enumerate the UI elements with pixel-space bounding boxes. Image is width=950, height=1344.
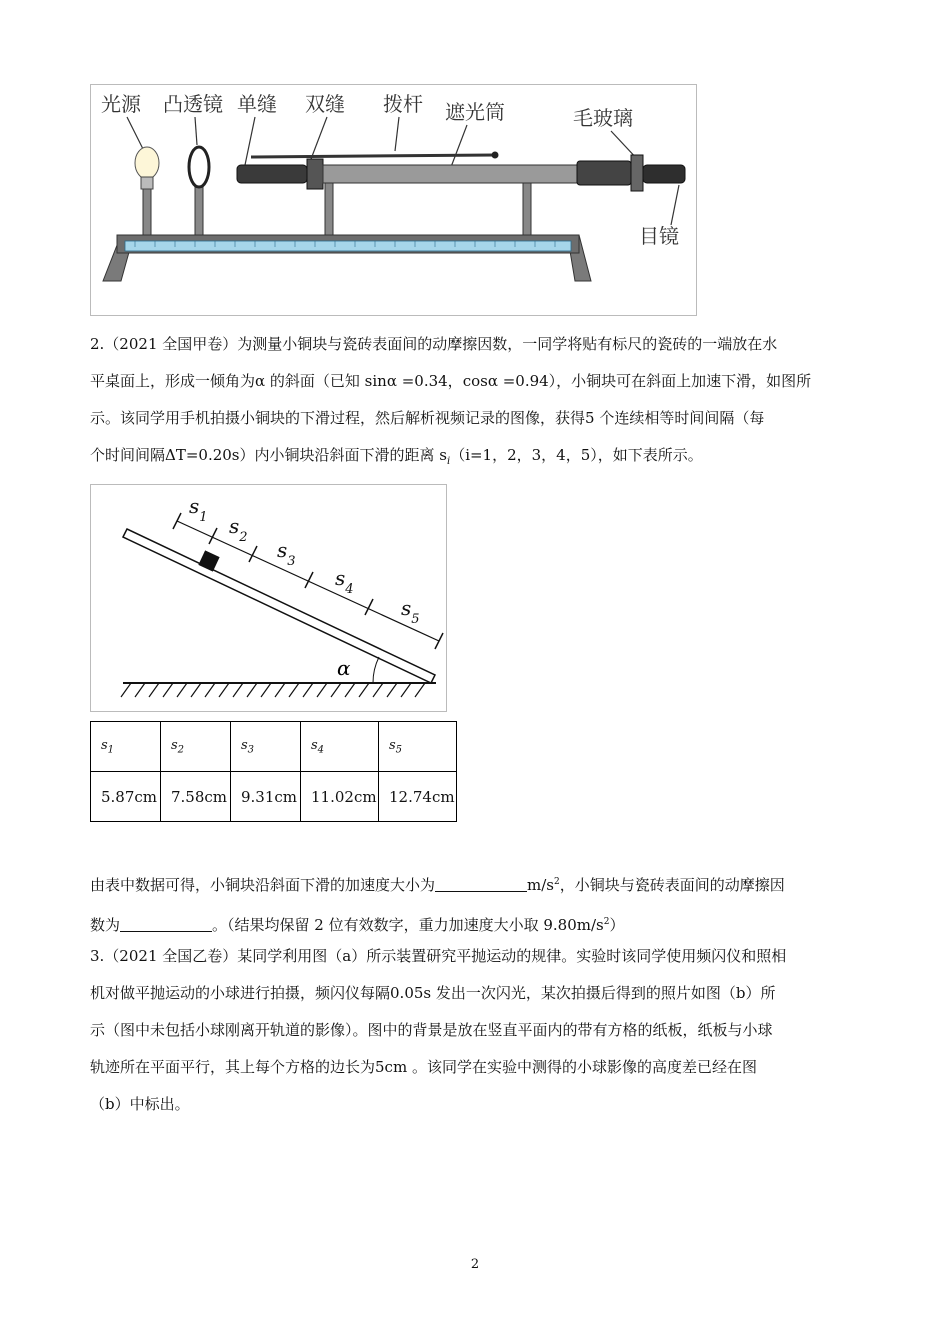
q2-line-1: 2.（2021 全国甲卷）为测量小铜块与瓷砖表面间的动摩擦因数，一同学将贴有标尺的瓷砖的一端放在水 (90, 335, 778, 353)
svg-text:s1: $s_1$ (189, 494, 208, 525)
ground-hatch (121, 683, 425, 697)
table-header-cell: $s_2$ (161, 722, 231, 772)
label-frosted-glass: 毛玻璃 (573, 106, 633, 130)
q2-line-4: 个时间间隔ΔT=0.20s）内小铜块沿斜面下滑的距离 $s_i(i=1$，2，3，4，5），如下表所示。 (90, 446, 703, 467)
q3-line-1: 3.（2021 全国乙卷）某同学利用图（a）所示装置研究平抛运动的规律。实验时该同学使用频闪仪和照相 (90, 947, 787, 965)
svg-text:s4: $s_4$ (335, 566, 354, 597)
svg-text:s3: $s_3$ (277, 538, 296, 569)
q2-line-2: 平桌面上，形成一倾角为α 的斜面（已知 sinα =0.34，cosα =0.94），小铜块可在斜面上加速下滑，如图所 (90, 372, 812, 390)
apparatus-diagram (91, 85, 696, 315)
table-cell: 7.58cm (161, 772, 231, 822)
q2-line-3: 示。该同学用手机拍摄小铜块的下滑过程，然后解析视频记录的图像，获得5 个连续相等时间间隔（每 (90, 409, 765, 427)
label-light-source: 光源 (101, 92, 141, 116)
table-cell: 12.74cm (379, 772, 457, 822)
label-single-slit: 单缝 (237, 92, 277, 116)
table-header-cell: $s_5$ (379, 722, 457, 772)
question-3-text (90, 938, 870, 1123)
friction-coefficient-blank[interactable] (120, 917, 212, 932)
table-cell: 11.02cm (301, 772, 379, 822)
label-eyepiece: 目镜 (639, 224, 679, 248)
label-double-slit: 双缝 (305, 92, 345, 116)
label-light-shield-tube: 遮光筒 (445, 100, 505, 124)
dimension-ticks (173, 513, 443, 649)
incline-diagram (91, 485, 446, 711)
alpha-label: α (337, 656, 351, 680)
q2-answer-line-1: 由表中数据可得，小铜块沿斜面下滑的加速度大小为 $m/s^2$，小铜块与瓷砖表面间的动摩擦因 (90, 876, 785, 894)
svg-text:s5: $s_5$ (401, 596, 420, 627)
table-header-cell: $s_4$ (301, 722, 379, 772)
q3-line-4: 轨迹所在平面平行，其上每个方格的边长为5cm 。该同学在实验中测得的小球影像的高度差已经在图 (90, 1058, 757, 1076)
acceleration-blank[interactable] (435, 877, 527, 892)
q3-line-2: 机对做平抛运动的小球进行拍摄，频闪仪每隔0.05s 发出一次闪光，某次拍摄后得到的照片如图（b）所 (90, 984, 776, 1002)
distance-table (90, 721, 457, 822)
table-cell: 9.31cm (231, 772, 301, 822)
table-header-row (91, 722, 457, 772)
apparatus-figure (90, 84, 697, 316)
svg-text:s2: $s_2$ (229, 514, 248, 545)
question-2-text (90, 326, 870, 480)
q3-line-3: 示（图中未包括小球刚离开轨道的影像）。图中的背景是放在竖直平面内的带有方格的纸板，纸板与小球 (90, 1021, 773, 1039)
table-header-cell: $s_1$ (91, 722, 161, 772)
q3-line-5: （b）中标出。 (90, 1095, 190, 1113)
label-convex-lens: 凸透镜 (163, 92, 223, 116)
page-number: 2 (470, 1257, 480, 1272)
table-cell: 5.87cm (91, 772, 161, 822)
segment-labels (189, 494, 420, 627)
incline-figure (90, 484, 447, 712)
q2-answer-line-2: 数为 。（结果均保留 2 位有效数字，重力加速度大小取 $9.80m/s^2$） (90, 916, 625, 934)
table-header-cell: $s_3$ (231, 722, 301, 772)
label-lever: 拨杆 (383, 92, 423, 116)
table-row (91, 772, 457, 822)
q2-answer-text (90, 864, 870, 944)
